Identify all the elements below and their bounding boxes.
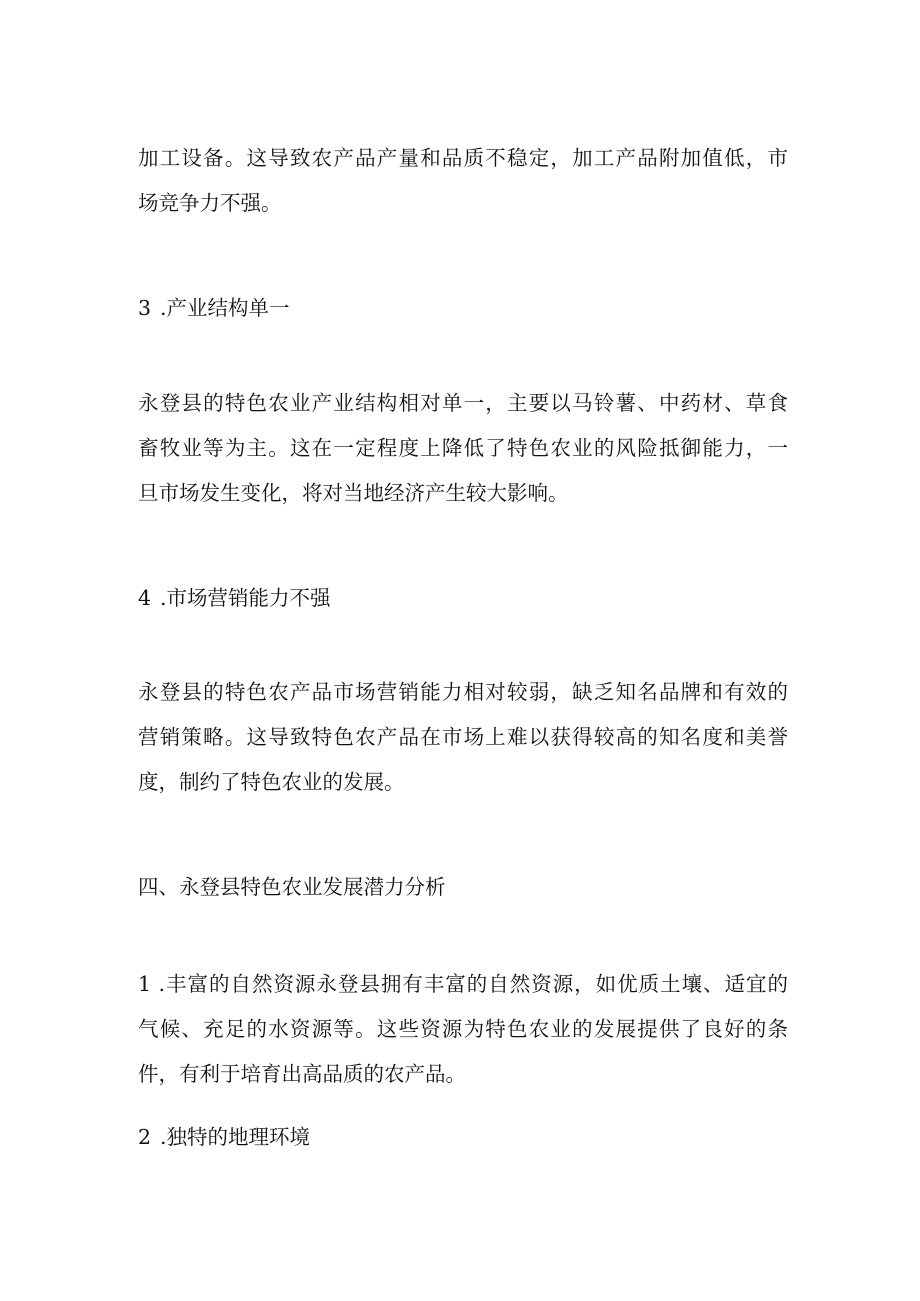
paragraph-line: 永登县的特色农产品市场营销能力相对较弱，缺乏知名品牌和有效的 <box>138 680 788 704</box>
section-title: 四、永登县特色农业发展潜力分析 <box>138 875 446 899</box>
heading-title: .产业结构单一 <box>160 296 290 320</box>
section-heading-potential <box>138 865 446 910</box>
paragraph-line: 1 .丰富的自然资源永登县拥有丰富的自然资源，如优质土壤、适宜的 <box>138 972 788 996</box>
paragraph-line: 永登县的特色农业产业结构相对单一，主要以马铃薯、中药材、草食 <box>138 391 788 415</box>
paragraph-line: 度，制约了特色农业的发展。 <box>138 770 405 794</box>
paragraph-line: 营销策略。这导致特色农产品在市场上难以获得较高的知名度和美誉 <box>138 725 788 749</box>
paragraph-marketing <box>138 670 788 805</box>
heading-title: .独特的地理环境 <box>160 1125 311 1149</box>
heading-number: 2 <box>138 1125 152 1149</box>
paragraph-line: 件，有利于培育出高品质的农产品。 <box>138 1062 466 1086</box>
heading-geography <box>138 1115 310 1160</box>
paragraph-line: 气候、充足的水资源等。这些资源为特色农业的发展提供了良好的条 <box>138 1017 788 1041</box>
paragraph-processing-equipment <box>138 136 788 226</box>
heading-marketing <box>138 576 331 621</box>
heading-number: 4 <box>138 586 152 610</box>
paragraph-line: 畜牧业等为主。这在一定程度上降低了特色农业的风险抵御能力，一 <box>138 436 788 460</box>
paragraph-natural-resources <box>138 962 788 1097</box>
paragraph-line: 加工设备。这导致农产品产量和品质不稳定，加工产品附加值低，市 <box>138 146 788 170</box>
paragraph-line: 旦市场发生变化，将对当地经济产生较大影响。 <box>138 481 569 505</box>
paragraph-industry-structure <box>138 381 788 516</box>
heading-title: .市场营销能力不强 <box>160 586 331 610</box>
heading-number: 3 <box>138 296 152 320</box>
paragraph-line: 场竞争力不强。 <box>138 191 282 215</box>
heading-industry-structure <box>138 286 290 331</box>
